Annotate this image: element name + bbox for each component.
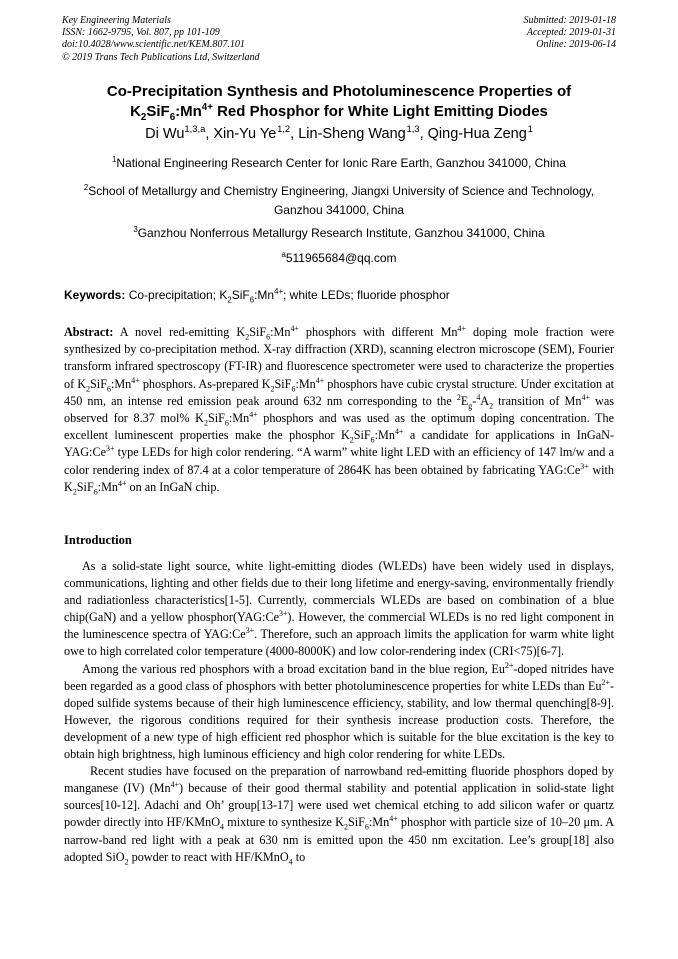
author-affil: 1,3,a <box>184 123 206 135</box>
keywords-label: Keywords: <box>64 288 126 302</box>
journal-name: Key Engineering Materials <box>62 15 171 26</box>
title-rest: Red Phosphor for White Light Emitting Diodes <box>212 103 548 120</box>
submitted-date: Submitted: 2019-01-18 <box>523 15 616 26</box>
title-formula: SiF <box>146 103 170 120</box>
keywords-text: :Mn <box>254 288 275 302</box>
affiliation-2 <box>50 182 628 220</box>
affil-text: Ganzhou Nonferrous Metallurgy Research Institute, Ganzhou 341000, China <box>137 226 545 240</box>
title-sup: 4+ <box>201 102 213 113</box>
affil-text: Ganzhou 341000, China <box>273 203 405 217</box>
author-affil: 1 <box>527 123 533 135</box>
keywords-text: SiF <box>231 288 250 302</box>
journal-copyright: © 2019 Trans Tech Publications Ltd, Switzerland <box>62 51 260 63</box>
section-heading-introduction: Introduction <box>64 533 132 547</box>
paper-title <box>40 82 638 122</box>
title-line-1: Co-Precipitation Synthesis and Photoluminescence Properties of <box>106 83 572 100</box>
author-name: Xin-Yu Ye <box>213 126 277 142</box>
keywords-sup: 4+ <box>274 287 283 296</box>
title-formula: :Mn <box>175 103 202 120</box>
author-affil: 1,3 <box>406 123 420 135</box>
accepted-date: Accepted: 2019-01-31 <box>526 27 616 39</box>
keywords-text: Co-precipitation; K <box>125 288 228 302</box>
author-name: Di Wu <box>145 126 185 142</box>
author-affil: 1,2 <box>277 123 291 135</box>
author-email[interactable]: 511965684@qq.com <box>285 251 397 265</box>
abstract: Abstract: A novel red-emitting $K_2SiF_6:Mn^{4+}$ phosphors with different $Mn^{4+}$ doping mole fraction were synthesized by co-precipitation method. X-ray diffraction (XRD), scanning electron microscope (SEM), Fourier transform infrared spectroscopy (FT-IR) and fluorescence spectrometer were used to characterize the properties of $K_2SiF_6:Mn^{4+}$ phosphors. As-prepared $K_2SiF_6:Mn^{4+}$ phosphors have cubic crystal structure. Under excitation at 450 nm, an intense red emission peak around 632 nm corresponding to the $^2E_g-^4A_2$ transition of $Mn^{4+}$ was observed for 8.37 mol% $K_2SiF_6:Mn^{4+}$ phosphors and was used as the optimum doping concentration. The excellent luminescent properties make the phosphor $K_2SiF_6:Mn^{4+}$ a candidate for applications in InGaN-$YAG:Ce^{3+}$ type LEDs for high color rendering. “A warm” white light LED with an efficiency of 147 lm/w and a color rendering index of 87.4 at a color temperature of 2864K has been obtained by fabricating $YAG:Ce^{3+}$ with $K_2SiF_6:Mn^{4+}$ on an InGaN chip. <box>64 323 614 497</box>
abstract-label: Abstract: <box>64 325 114 339</box>
email-marker: a <box>281 250 286 259</box>
affil-text: School of Metallurgy and Chemistry Engineering, Jiangxi University of Science and Technology, <box>88 184 595 198</box>
affiliation-3 <box>50 224 628 243</box>
paragraph: As a solid-state light source, white light-emitting diodes (WLEDs) have been widely used in displays, communications, lighting and other fields due to their long lifetime and energy-saving, environmentally friendly and radiationless characteristics[1-5]. Currently, commercials WLEDs are based on combination of a blue chip(GaN) and a yellow $phosphor(YAG:Ce^{3+})$. However, the commercial WLEDs is no red light component in the luminescence spectra of $YAG:Ce^{3+}$. Therefore, such an approach limits the application for warm white light owe to high correlated color temperature (4000-8000K) and low color-rendering index (CRI<75)[6-7]. <box>64 559 614 659</box>
keywords-sub: 6 <box>249 295 255 305</box>
keywords-text: ; white LEDs; fluoride phosphor <box>283 288 450 302</box>
author-name: Lin-Sheng Wang <box>298 126 406 142</box>
title-formula: K <box>130 103 141 120</box>
email-line <box>50 249 628 268</box>
dates-header <box>524 15 617 52</box>
affil-number: 1 <box>112 155 117 164</box>
online-date: Online: 2019-06-14 <box>536 39 616 51</box>
affil-number: 2 <box>83 183 89 192</box>
title-sub: 6 <box>169 112 176 123</box>
journal-doi: doi:10.4028/www.scientific.net/KEM.807.101 <box>62 39 245 51</box>
title-line-2 <box>40 102 638 122</box>
introduction-body <box>64 558 614 866</box>
affil-text: National Engineering Research Center for Ionic Rare Earth, Ganzhou 341000, China <box>116 156 566 170</box>
keywords-sub: 2 <box>227 295 232 305</box>
affil-number: 3 <box>133 225 138 234</box>
journal-header <box>62 15 260 64</box>
affiliation-1 <box>50 154 628 173</box>
paragraph: Among the various red phosphors with a broad excitation band in the blue region, $Eu^{2+}$-doped nitrides have been regarded as a good class of phosphors with better photoluminescence properties for white LEDs than $Eu^{2+}$-doped sulfide systems because of their high luminescence efficiency, stability, and low thermal quenching[8-9]. However, the rigorous conditions required for their synthesis increase production costs. Therefore, the development of a new type of high efficient red phosphor which is suitable for the blue excitation is the key to obtain high brightness, high luminous efficiency and high color rendering for white LEDs. <box>64 660 614 762</box>
title-sub: 2 <box>140 112 147 123</box>
paragraph: Recent studies have focused on the preparation of narrowband red-emitting fluoride phosphors doped by manganese (IV) $(Mn^{4+})$ because of their good thermal stability and potential application in solid-state light sources[10-12]. Adachi and Oh’ group[13-17] were used wet chemical etching to add silicon wafer or quartz powder directly into HF/KMnO$_4$ mixture to synthesize $K_2SiF_6:Mn^{4+}$ phosphor with particle size of 10–20 μm. A narrow-band red light with a peak at 630 nm is emitted upon the 450 nm excitation. Lee’s group[18] also adopted SiO$_2$ powder to react with HF/KMnO$_4$ to <box>64 764 615 867</box>
keywords <box>64 288 450 303</box>
author-name: Qing-Hua Zeng <box>427 126 527 142</box>
author-list: Di Wu$^{1,3,a}$, Xin-Yu Ye $^{1,2}$, Lin-Sheng Wang $^{1,3}$, Qing-Hua Zeng $^1$ <box>145 123 533 142</box>
journal-issn: ISSN: 1662-9795, Vol. 807, pp 101-109 <box>62 27 220 39</box>
